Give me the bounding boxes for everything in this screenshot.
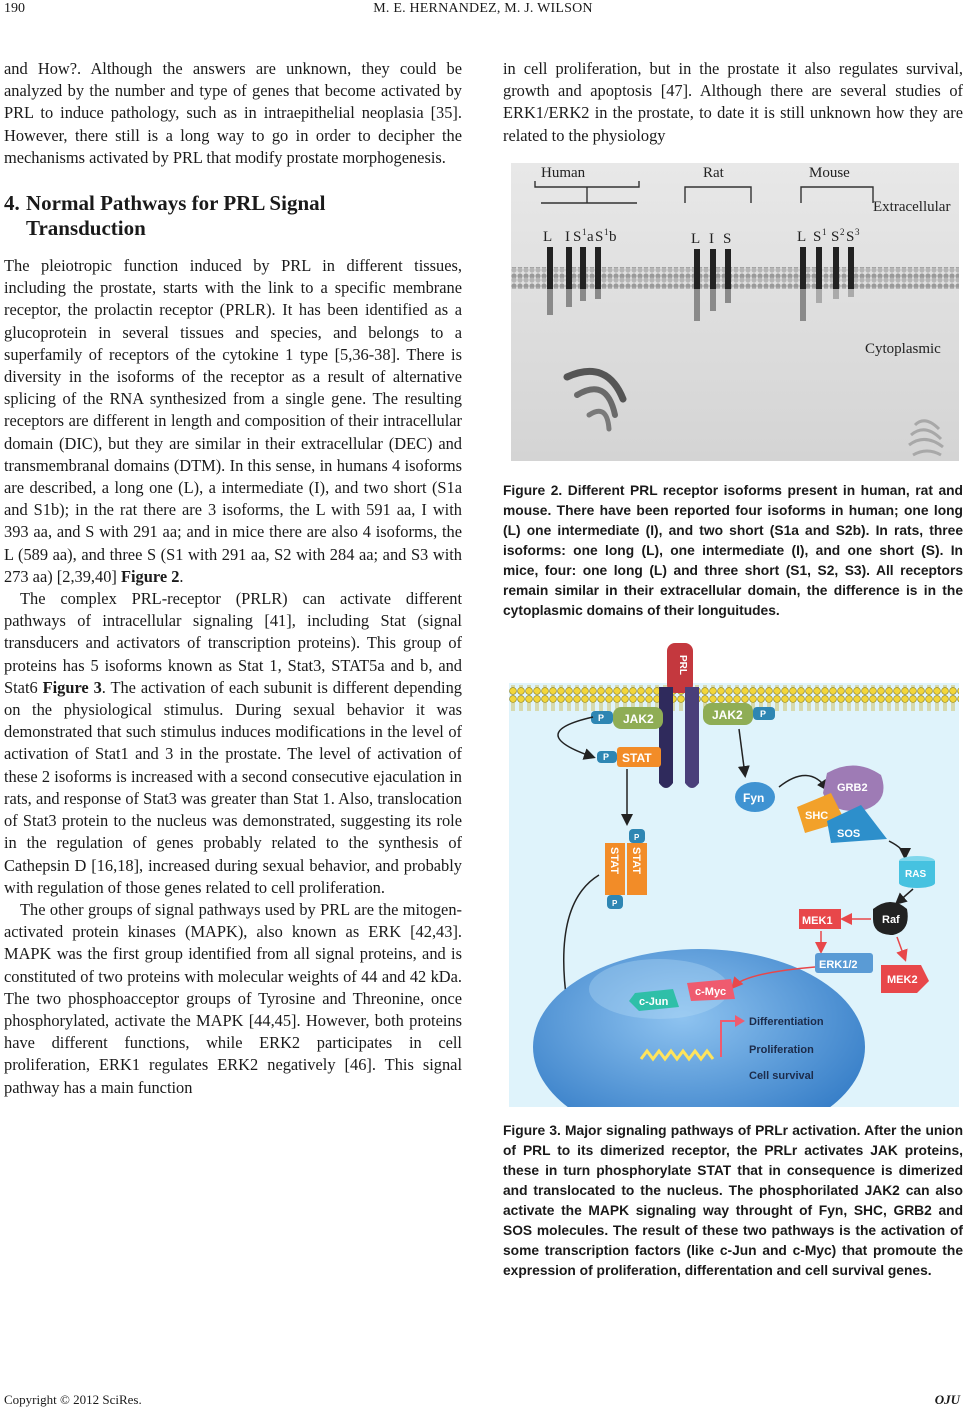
paragraph-receptor-text: The pleiotropic function induced by PRL in different tissues, including the prostate, starts with the link to a specific membrane receptor, the prolactin receptor (PRLR). It has been identified as a glucoprotein in several tissues and species, and belongs to a superfamily of receptors of the cytokine 1 type [5,36-38]. There is diversity in the isoforms of the receptor as a result of alternative splicing of the RNA synthesized from a single gene. The resulting receptors are different in length and composition of their intracellular domain (DIC), but they are similar in their extracellular (DEC) and transmembranal domains (DTM). In this sense, in humans 4 isoforms are described, a long one (L), a intermediate (I), and two short (S1a and S1b); in the rat there are 3 isoforms, the L with 591 aa, I with 393 aa, and S with 291 aa; and in mice there are also 4 isoforms, the L (589 aa), and three S (S1 with 291 aa, S2 with 284 aa; and S3 with 273 aa) [2,39,40] (4, 256, 462, 586)
receptor-mouse-s2 (833, 247, 839, 299)
grb2-label: GRB2 (837, 781, 868, 794)
prl-label: PRL (677, 654, 688, 675)
phospho-jak2-left-label: P (598, 712, 605, 723)
paragraph-intro: and How?. Although the answers are unknown, they could be analyzed by the number and type of genes that become activated by PRL to induce pathology, such as in intraepithelial neoplasia [35]. However, there still is a long way to go in order to decipher the mechanisms activated by PRL that modify prostate morphogenesis. (4, 59, 462, 167)
figure-2 (511, 163, 959, 461)
journal-abbrev: OJU (934, 1392, 960, 1407)
cjun-label: c-Jun (639, 995, 669, 1008)
mouse-isoform-s1-sup: 1 (822, 226, 827, 237)
left-column (4, 58, 462, 1099)
species-label-human: Human (541, 164, 586, 181)
jak2-left-label: JAK2 (623, 711, 654, 726)
mouse-isoform-s3-s: S (846, 228, 855, 245)
ras-label: RAS (905, 868, 927, 880)
shc-label: SHC (805, 809, 829, 822)
page-footer (0, 1392, 966, 1414)
paragraph-receptor-end: . (179, 566, 184, 586)
receptor-human-s1a (580, 247, 586, 301)
human-isoform-s1b-s: S (595, 228, 604, 245)
mouse-isoform-s2-s: S (831, 228, 840, 245)
figure-3-diagram (509, 643, 959, 1107)
cytoplasmic-label: Cytoplasmic (865, 340, 941, 357)
receptor-right-chain (685, 687, 699, 788)
paragraph-stat (4, 588, 462, 899)
receptor-mouse-s1 (816, 247, 822, 303)
isoform-labels-rat (691, 231, 731, 247)
section-number: 4. (4, 191, 20, 216)
mouse-isoform-s3-sup: 3 (855, 226, 860, 237)
phospho-stat-label: P (603, 751, 610, 762)
copyright-notice: Copyright © 2012 SciRes. (4, 1392, 142, 1407)
mouse-isoform-s2-sup: 2 (840, 226, 845, 237)
page-number: 190 (4, 1, 25, 16)
sos-label: SOS (837, 827, 861, 840)
stat-dimer-b-label: STAT (630, 846, 642, 874)
right-column (503, 58, 963, 1281)
receptor-human-s1b (595, 247, 601, 299)
receptor-rat-i (710, 249, 716, 311)
rat-isoform-i: I (709, 230, 714, 247)
species-label-rat: Rat (703, 164, 724, 181)
human-isoform-l: L (543, 228, 552, 245)
figure-3-reference[interactable]: Figure 3 (42, 677, 102, 697)
phospho-dimer-bottom-label: P (612, 898, 618, 908)
species-label-mouse: Mouse (809, 164, 850, 181)
human-isoform-s1b-sup: 1 (604, 226, 609, 237)
figure-3 (509, 643, 959, 1107)
running-header (0, 0, 966, 22)
paragraph-receptor (4, 255, 462, 588)
mouse-isoform-l: L (797, 228, 806, 245)
human-isoform-s1a-s: S (573, 228, 582, 245)
output-differentiation: Differentiation (749, 1015, 824, 1028)
mouse-isoform-s1-s: S (813, 228, 822, 245)
rat-isoform-l: L (691, 230, 700, 247)
figure-2-caption: Figure 2. Different PRL receptor isoforms present in human, rat and mouse. There have been reported four isoforms in human; one long (L) one intermediate (I), and two short (S1a and S2b). In rats, three isoforms: one long (L), one intermediate (I), and one short (S). In mice, four: one long (L) and three short (S1, S2, S3). All receptors remain similar in their extracellular domain, the difference is in the cytoplasmic domains of their longuitudes. (503, 482, 963, 618)
figure-2-diagram (511, 163, 959, 461)
figure-3-caption: Figure 3. Major signaling pathways of PRLr activation. After the union of PRL to its dimerized receptor, the PRLr activates JAK proteins, these in turn phosphorylate STAT that in consequence is dimerized and translocated to the nucleus. The phosphorilated JAK2 can also activate the MAPK signaling way throught of Fyn, SHC, GRB2 and SOS molecules. The result of these two pathways is the activation of some transcription factors (like c-Jun and c-Myc) that promoute the expression of proliferation, differentation and cell survival genes. (503, 1122, 963, 1278)
section-heading (4, 191, 462, 241)
receptor-rat-s (725, 249, 731, 303)
membrane-bilayer (511, 267, 959, 289)
cmyc-label: c-Myc (695, 985, 727, 998)
human-isoform-s1a-a: a (587, 228, 594, 245)
erk-label: ERK1/2 (819, 958, 858, 971)
receptor-left-chain (659, 687, 673, 788)
phospho-dimer-top-label: P (634, 832, 640, 842)
mek2-label: MEK2 (887, 973, 918, 986)
jak2-right-label: JAK2 (712, 707, 743, 722)
extracellular-label: Extracellular (873, 198, 951, 215)
output-cell-survival: Cell survival (749, 1069, 814, 1082)
receptor-mouse-s3 (848, 247, 854, 297)
rat-isoform-s: S (723, 230, 732, 247)
paragraph-stat-text: The complex PRL-receptor (PRLR) can activate different pathways of intracellular signaling [41], including Stat (signal transducers and activators of transcription proteins). This group of proteins has 5 isoforms known as Stat 1, Stat3, STAT5a and b, and Stat6 (4, 589, 462, 697)
receptor-rat-l (694, 249, 700, 321)
fyn-label: Fyn (743, 790, 765, 805)
paragraph-stat-end: . The activation of each subunit is different depending on the physiological stimulus. During sexual behavior it was demonstrated that such stimulus induces modifications in the level of activation of Stat1 and 3 in the prostate. The level of activation of these 2 isoforms is increased with a second consecutive ejaculation in rats, and response of Stat3 was greater than Stat 1. Also, translocation of Stat3 protein to the nucleus was demonstrated, suggesting its role in the regulation of genes probably related to the synthesis of Cathepsin D [16,18], increased during sexual behavior, and probably with regulation of those genes related to cell proliferation. (4, 677, 463, 897)
section-title-line1: Normal Pathways for PRL Signal (26, 191, 326, 216)
paragraph-continued: in cell proliferation, but in the prostate it also regulates survival, growth and apoptosis [47]. Although there are several studies of ERK1/ERK2 in the prostate, to date it is still unknown how they are related to the physiology (503, 59, 963, 145)
phospho-jak2-right-label: P (760, 708, 767, 719)
mek1-label: MEK1 (802, 914, 833, 927)
receptor-mouse-l (800, 247, 806, 321)
raf-label: Raf (882, 913, 900, 926)
stat-monomer-label: STAT (622, 750, 652, 765)
stat-dimer-a-label: STAT (608, 846, 620, 874)
figure-2-reference[interactable]: Figure 2 (120, 566, 180, 586)
output-proliferation: Proliferation (749, 1043, 814, 1056)
receptor-human-l (547, 247, 553, 315)
section-title-line2: Transduction (26, 216, 146, 241)
human-isoform-i: I (565, 228, 570, 245)
human-isoform-s1b-b: b (609, 228, 617, 245)
running-title: M. E. HERNANDEZ, M. J. WILSON (373, 1, 593, 16)
paragraph-mapk: The other groups of signal pathways used by PRL are the mitogen-activated protein kinases (MAPK), also known as ERK [42,43]. MAPK was the first group identified from all signal proteins, and is constituted of two proteins with molecular weights of 44 and 42 kDa. The two phosphoacceptor groups of Tyrosine and Threonine, once phosphorylated, activate the MAPK [44,45]. However, both proteins have different functions, while ERK2 participates in cell proliferation, ERK1 regulates ERK2 negatively [46]. This signal pathway has a main function (4, 899, 462, 1097)
human-isoform-s1a-sup: 1 (582, 226, 587, 237)
receptor-human-i (566, 247, 572, 307)
